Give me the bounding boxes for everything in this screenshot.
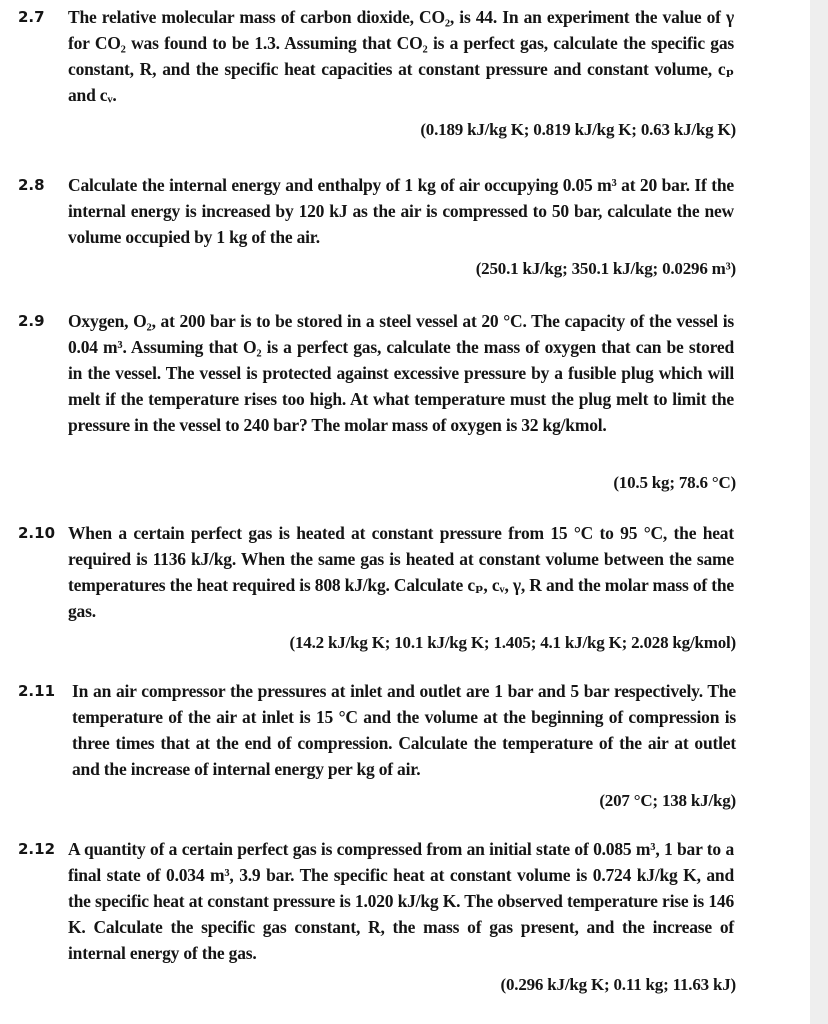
problem-text: When a certain perfect gas is heated at constant pressure from 15 °C to 95 °C, the heat required is 1136 kJ/kg. When the same gas is heated at constant volume between the same temperatures the heat required is 808 kJ/kg. Calculate cₚ, cᵥ, γ, R and the molar mass of the gas.: [68, 523, 734, 621]
problem-text: A quantity of a certain perfect gas is compressed from an initial state of 0.085 m³, 1 bar to a final state of 0.034 m³, 3.9 bar. The specific heat at constant volume is 0.724 kJ/kg K, and the specific heat at constant pressure is 1.020 kJ/kg K. The observed temperature rise is 146 K. Calculate the specific gas constant, R, the mass of gas present, and the increase of internal energy of the gas.: [68, 839, 734, 963]
problem-answer: (250.1 kJ/kg; 350.1 kJ/kg; 0.0296 m³): [475, 259, 736, 278]
problem-answer: (0.189 kJ/kg K; 0.819 kJ/kg K; 0.63 kJ/kg K): [420, 120, 736, 139]
problem-text: Oxygen, O₂, at 200 bar is to be stored in a steel vessel at 20 °C. The capacity of the vessel is 0.04 m³. Assuming that O₂ is a perfect gas, calculate the mass of oxygen that can be stored in the vessel. The vessel is protected against excessive pressure by a fusible plug which will melt if the temperature rises too high. At what temperature must the plug melt to limit the pressure in the vessel to 240 bar? The molar mass of oxygen is 32 kg/kmol.: [68, 311, 734, 435]
problem-text: In an air compressor the pressures at inlet and outlet are 1 bar and 5 bar respectively. The temperature of the air at inlet is 15 °C and the volume at the beginning of compression is three times that at the end of compression. Calculate the temperature of the air at outlet and the increase of internal energy per kg of air.: [72, 681, 736, 779]
problem-number: 2.9: [18, 312, 45, 330]
problem-number: 2.7: [18, 8, 45, 26]
problem-number: 2.12: [18, 840, 56, 858]
problem-answer: (10.5 kg; 78.6 °C): [613, 473, 736, 492]
problem-number: 2.10: [18, 524, 56, 542]
problem-answer: (0.296 kJ/kg K; 0.11 kg; 11.63 kJ): [500, 975, 736, 994]
page-edge-strip: [810, 0, 828, 1024]
problem-number: 2.8: [18, 176, 45, 194]
problem-answer: (14.2 kJ/kg K; 10.1 kJ/kg K; 1.405; 4.1 kJ/kg K; 2.028 kg/kmol): [289, 633, 736, 652]
problem-answer: (207 °C; 138 kJ/kg): [599, 791, 736, 810]
problem-text: The relative molecular mass of carbon dioxide, CO₂, is 44. In an experiment the value of γ for CO₂ was found to be 1.3. Assuming that CO₂ is a perfect gas, calculate the specific gas constant, R, and the specific heat capacities at constant pressure and constant volume, cₚ and cᵥ.: [68, 7, 734, 105]
problem-number: 2.11: [18, 682, 56, 700]
problem-text: Calculate the internal energy and enthalpy of 1 kg of air occupying 0.05 m³ at 20 bar. If the internal energy is increased by 120 kJ as the air is compressed to 50 bar, calculate the new volume occupied by 1 kg of the air.: [68, 175, 734, 247]
